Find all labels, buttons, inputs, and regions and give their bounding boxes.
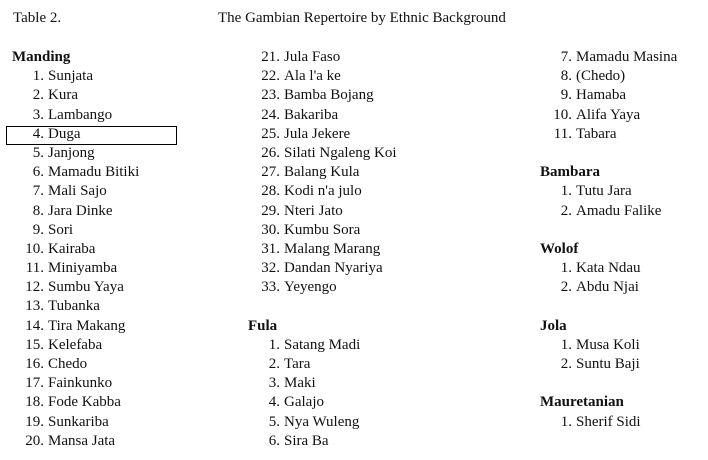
group-heading: Jola: [540, 317, 567, 334]
repertoire-item: [12, 336, 139, 355]
spacer: [540, 221, 677, 240]
item-name: Kura: [48, 87, 78, 104]
item-number: 1.: [560, 413, 572, 430]
repertoire-item: [540, 106, 677, 125]
item-number: 32.: [261, 260, 280, 277]
item-number: 16.: [25, 356, 44, 372]
item-number: 9.: [560, 87, 572, 104]
repertoire-item: [12, 125, 139, 144]
item-name: Satang Madi: [284, 336, 361, 353]
item-number: 18.: [25, 394, 44, 411]
repertoire-item: [12, 432, 139, 451]
item-number: 22.: [261, 68, 280, 85]
item-number: 33.: [261, 279, 280, 296]
repertoire-item: [12, 67, 139, 86]
repertoire-item: [12, 86, 139, 105]
group-heading: Fula: [248, 317, 278, 334]
repertoire-item: [12, 144, 139, 163]
item-number: 1.: [560, 260, 572, 277]
item-number: 12.: [25, 279, 44, 296]
repertoire-item: [540, 86, 677, 105]
item-name: Fainkunko: [48, 375, 113, 392]
item-number: 3.: [32, 106, 44, 123]
item-name: Sunjata: [48, 68, 93, 85]
repertoire-item: [12, 393, 139, 412]
item-name: Sunkariba: [48, 413, 109, 430]
item-name: Kelefaba: [48, 336, 103, 353]
item-number: 5.: [32, 144, 44, 161]
item-number: 7.: [32, 183, 44, 200]
item-number: 21.: [261, 49, 280, 65]
item-number: 6.: [268, 432, 280, 449]
item-name: Ala l'a ke: [284, 68, 341, 85]
repertoire-item: [540, 259, 677, 278]
repertoire-item: [248, 413, 397, 432]
repertoire-item: [248, 163, 397, 182]
repertoire-item: [12, 221, 139, 240]
item-number: 2.: [268, 356, 280, 372]
item-number: 7.: [560, 49, 572, 65]
repertoire-item: [248, 393, 397, 412]
item-name: Jara Dinke: [48, 202, 113, 219]
item-number: 2.: [560, 279, 572, 296]
item-number: 4.: [32, 125, 44, 142]
item-number: 27.: [261, 164, 280, 181]
item-number: 11.: [553, 125, 572, 142]
item-number: 17.: [25, 375, 44, 392]
item-name: Alifa Yaya: [576, 106, 641, 123]
item-name: Jula Jekere: [284, 125, 351, 142]
item-number: 3.: [268, 375, 280, 392]
item-number: 5.: [268, 413, 280, 430]
repertoire-item: [12, 182, 139, 201]
item-name: Jula Faso: [284, 49, 341, 65]
item-number: 29.: [261, 202, 280, 219]
repertoire-item: [12, 240, 139, 259]
item-number: 8.: [32, 202, 44, 219]
spacer: [540, 297, 677, 316]
repertoire-item: [540, 67, 677, 86]
item-number: 6.: [32, 164, 44, 181]
item-number: 1.: [268, 336, 280, 353]
item-name: Mamadu Bitiki: [48, 164, 140, 181]
item-name: Abdu Njai: [576, 279, 639, 296]
repertoire-item: [248, 48, 397, 67]
spacer: [540, 374, 677, 393]
repertoire-item: [12, 259, 139, 278]
item-name: Tara: [284, 356, 311, 372]
item-number: 2.: [32, 87, 44, 104]
repertoire-item: [540, 48, 677, 67]
repertoire-item: [12, 413, 139, 432]
item-name: Mamadu Masina: [576, 49, 678, 65]
repertoire-item: [12, 278, 139, 297]
item-number: 1.: [560, 183, 572, 200]
group-heading: Bambara: [540, 164, 600, 181]
item-number: 8.: [560, 68, 572, 85]
item-name: Silati Ngaleng Koi: [284, 144, 397, 161]
item-number: 19.: [25, 413, 44, 430]
repertoire-item: [248, 182, 397, 201]
item-number: 10.: [553, 106, 572, 123]
item-name: Dandan Nyariya: [284, 260, 383, 277]
item-number: 13.: [25, 298, 44, 315]
spacer: [248, 297, 397, 316]
item-name: Kata Ndau: [576, 260, 641, 277]
item-number: 24.: [261, 106, 280, 123]
repertoire-item: [248, 355, 397, 374]
repertoire-item: [248, 86, 397, 105]
repertoire-item: [248, 144, 397, 163]
item-name: Tubanka: [48, 298, 100, 315]
item-name: Kodi n'a julo: [284, 183, 362, 200]
item-number: 20.: [25, 432, 44, 449]
repertoire-item: [248, 240, 397, 259]
item-name: Tira Makang: [48, 317, 126, 334]
item-name: Musa Koli: [576, 336, 640, 353]
column-3: [540, 48, 677, 432]
item-name: Bakariba: [284, 106, 339, 123]
repertoire-item: [12, 317, 139, 336]
item-number: 2.: [560, 202, 572, 219]
repertoire-item: [248, 432, 397, 451]
item-name: Fode Kabba: [48, 394, 121, 411]
repertoire-item: [540, 336, 677, 355]
repertoire-item: [248, 221, 397, 240]
item-name: Malang Marang: [284, 240, 381, 257]
item-name: Hamaba: [576, 87, 626, 104]
repertoire-item: [12, 163, 139, 182]
item-number: 1.: [560, 336, 572, 353]
repertoire-item: [540, 278, 677, 297]
item-name: Janjong: [48, 144, 95, 161]
repertoire-item: [540, 413, 677, 432]
item-name: (Chedo): [576, 68, 626, 85]
item-name: Suntu Baji: [576, 356, 640, 372]
repertoire-item: [248, 336, 397, 355]
item-number: 23.: [261, 87, 280, 104]
item-name: Bamba Bojang: [284, 87, 374, 104]
repertoire-item: [248, 202, 397, 221]
repertoire-item: [248, 125, 397, 144]
item-number: 15.: [25, 336, 44, 353]
item-number: 31.: [261, 240, 280, 257]
item-number: 14.: [25, 317, 44, 334]
item-name: Balang Kula: [284, 164, 360, 181]
item-name: Duga: [48, 125, 81, 142]
item-name: Amadu Falike: [576, 202, 662, 219]
item-number: 26.: [261, 144, 280, 161]
item-name: Galajo: [284, 394, 324, 411]
item-number: 11.: [25, 260, 44, 277]
repertoire-item: [12, 106, 139, 125]
repertoire-item: [248, 67, 397, 86]
item-name: Sira Ba: [284, 432, 329, 449]
item-name: Nya Wuleng: [284, 413, 360, 430]
repertoire-item: [248, 259, 397, 278]
repertoire-item: [12, 374, 139, 393]
repertoire-item: [540, 202, 677, 221]
item-number: 1.: [32, 68, 44, 85]
group-heading: Manding: [12, 49, 71, 65]
item-name: Sherif Sidi: [576, 413, 641, 430]
item-name: Sumbu Yaya: [48, 279, 124, 296]
group-heading: Mauretanian: [540, 394, 624, 411]
item-name: Chedo: [48, 356, 88, 372]
item-name: Mansa Jata: [48, 432, 116, 449]
repertoire-item: [248, 374, 397, 393]
repertoire-item: [540, 125, 677, 144]
repertoire-item: [12, 355, 139, 374]
item-name: Mali Sajo: [48, 183, 107, 200]
item-name: Tabara: [576, 125, 617, 142]
repertoire-item: [248, 106, 397, 125]
spacer: [540, 144, 677, 163]
item-number: 28.: [261, 183, 280, 200]
repertoire-item: [12, 297, 139, 316]
item-name: Kumbu Sora: [284, 221, 361, 238]
item-name: Maki: [284, 375, 316, 392]
item-name: Nteri Jato: [284, 202, 343, 219]
repertoire-item: [12, 202, 139, 221]
item-number: 25.: [261, 125, 280, 142]
repertoire-item: [540, 182, 677, 201]
item-name: Miniyamba: [48, 260, 118, 277]
item-name: Kairaba: [48, 240, 96, 257]
item-number: 10.: [25, 240, 44, 257]
item-name: Lambango: [48, 106, 113, 123]
table-title: The Gambian Repertoire by Ethnic Background: [218, 10, 506, 26]
item-number: 4.: [268, 394, 280, 411]
column-2: [248, 48, 397, 451]
repertoire-item: [540, 355, 677, 374]
item-number: 9.: [32, 221, 44, 238]
group-heading: Wolof: [540, 240, 579, 257]
table-label: Table 2.: [13, 10, 62, 26]
repertoire-item: [248, 278, 397, 297]
item-number: 2.: [560, 356, 572, 372]
item-number: 30.: [261, 221, 280, 238]
column-1: [12, 48, 139, 451]
item-name: Yeyengo: [284, 279, 337, 296]
item-name: Sori: [48, 221, 74, 238]
item-name: Tutu Jara: [576, 183, 632, 200]
